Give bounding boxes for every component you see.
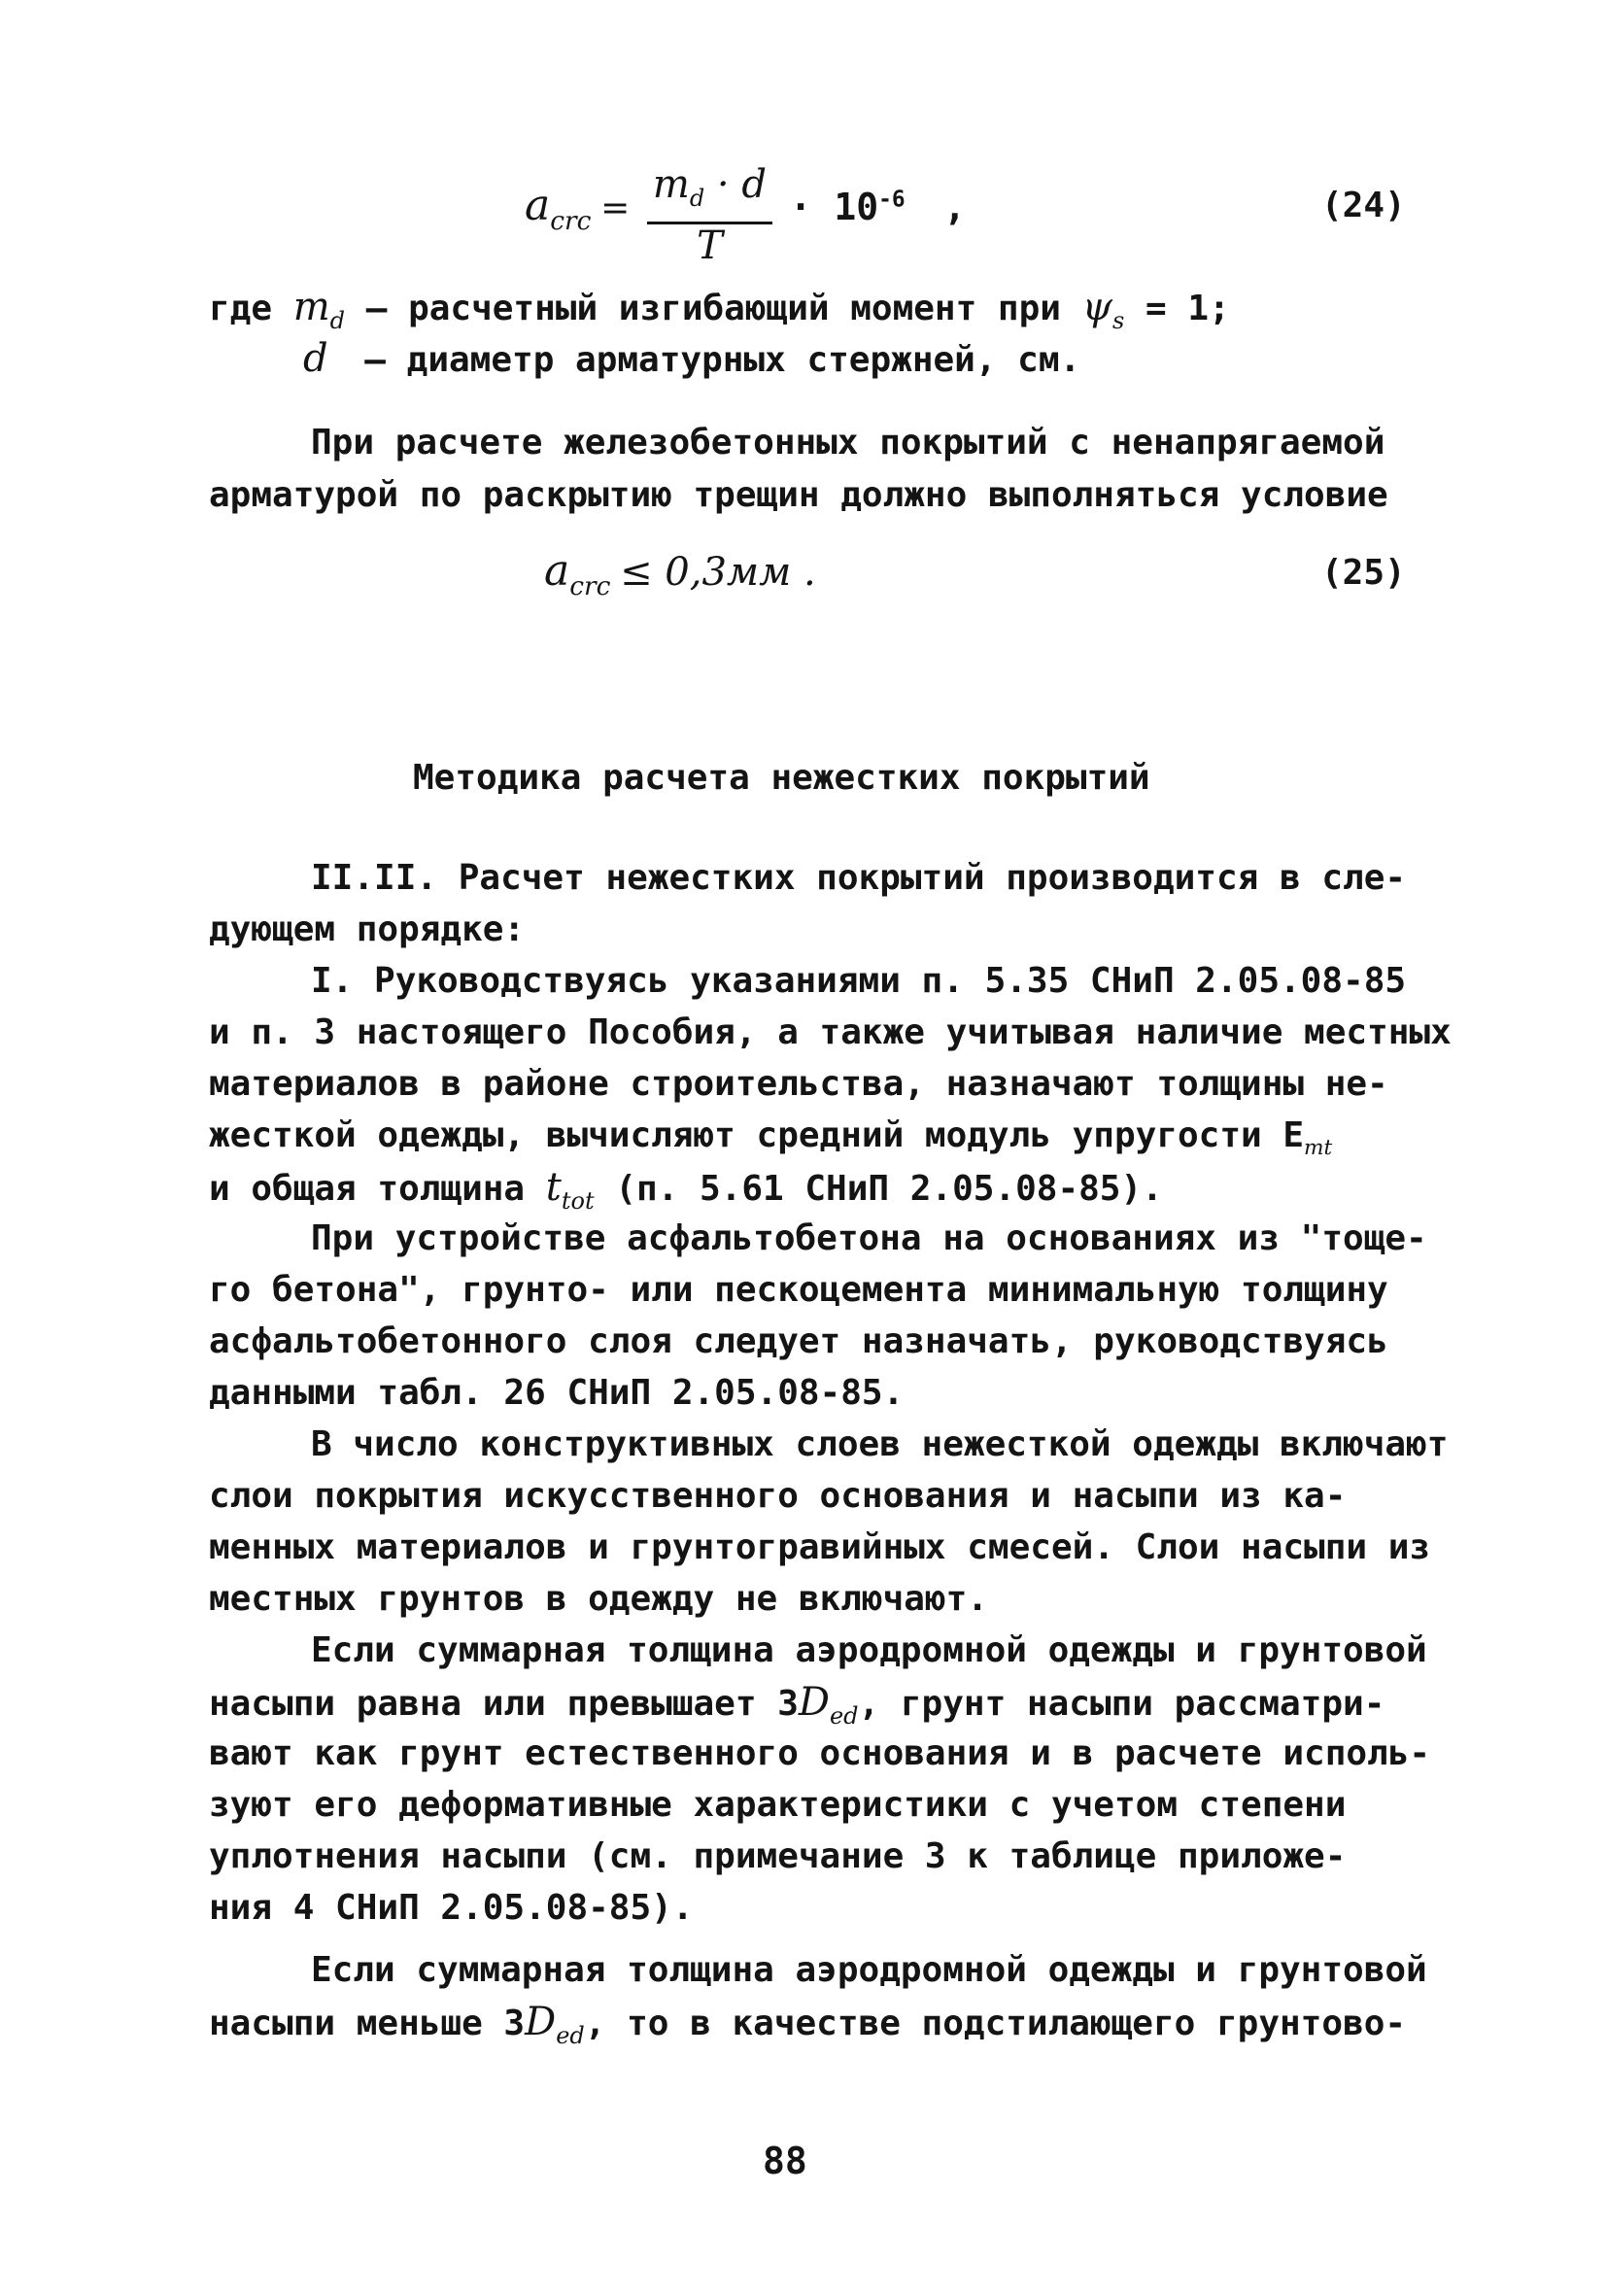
equation-number-24: (24)	[1321, 186, 1406, 225]
formula-24-trailing: ,	[943, 186, 967, 228]
body-line: дующем порядке:	[209, 909, 526, 949]
body-line: В число конструктивных слоев нежесткой одежды включают	[311, 1424, 1449, 1464]
body-line: уплотнения насыпи (см. примечание 3 к таблице приложе-	[209, 1836, 1347, 1876]
condition-line-2: арматурой по раскрытию трещин должно выполняться условие	[209, 475, 1388, 515]
formula-25-lhs: a	[544, 546, 570, 596]
body-line: Если суммарная толщина аэродромной одежды и грунтовой	[311, 1630, 1427, 1670]
body-line: I. Руководствуясь указаниями п. 5.35 СНиП 2.05.08-85	[311, 961, 1407, 1001]
body-line: асфальтобетонного слоя следует назначать, руководствуясь	[209, 1321, 1388, 1361]
equation-number-25: (25)	[1321, 553, 1406, 593]
formula-25-lhs-sub: crc	[569, 570, 611, 601]
formula-25	[544, 546, 816, 601]
body-line: II.II. Расчет нежестких покрытий производится в сле-	[311, 858, 1407, 898]
formula-24-lhs-sub: crc	[550, 205, 592, 236]
where-line-1: где $m_d$ – расчетный изгибающий момент при $\psi_s = 1$;	[209, 285, 1230, 334]
formula-24-numerator-sub: d	[689, 185, 705, 212]
body-line: слои покрытия искусственного основания и насыпи из ка-	[209, 1476, 1347, 1516]
body-line: ния 4 СНиП 2.05.08-85).	[209, 1888, 694, 1928]
formula-24-lhs: a	[525, 181, 551, 230]
page-number: 88	[763, 2140, 807, 2182]
body-line: материалов в районе строительства, назначают толщины не-	[209, 1064, 1388, 1104]
body-line: насыпи меньше $3D_{ed}$, то в качестве подстилающего грунтово-	[209, 2000, 1407, 2049]
body-line: зуют его деформативные характеристики с учетом степени	[209, 1785, 1347, 1825]
formula-24-factor-exp: -6	[878, 187, 906, 213]
body-line: местных грунтов в одежду не включают.	[209, 1579, 988, 1619]
body-line: го бетона", грунто- или пескоцемента минимальную толщину	[209, 1270, 1388, 1310]
formula-24-factor: · 10	[789, 186, 879, 228]
body-line: менных материалов и грунтогравийных смесей. Слои насыпи из	[209, 1527, 1431, 1567]
body-line: данными табл. 26 СНиП 2.05.08-85.	[209, 1373, 905, 1413]
formula-24	[525, 163, 966, 267]
condition-line-1: При расчете железобетонных покрытий с ненапрягаемой	[311, 423, 1385, 463]
body-line: насыпи равна или превышает $3D_{ed}$, грунт насыпи рассматри-	[209, 1680, 1385, 1730]
body-line: вают как грунт естественного основания и в расчете исполь-	[209, 1733, 1431, 1773]
formula-24-numerator: m	[652, 162, 690, 207]
section-heading: Методика расчета нежестких покрытий	[413, 758, 1150, 798]
formula-25-rhs: ≤ 0,3мм .	[620, 550, 816, 595]
body-line: Если суммарная толщина аэродромной одежды и грунтовой	[311, 1950, 1427, 1990]
body-line: жесткой одежды, вычисляют средний модуль упругости $E_{mt}$	[209, 1115, 1333, 1161]
body-line: и п. 3 настоящего Пособия, а также учитывая наличие местных	[209, 1012, 1452, 1052]
formula-24-equals: =	[600, 188, 631, 228]
where-line-2: d – диаметр арматурных стержней, см.	[303, 336, 1081, 381]
body-line: и общая толщина $t_{tot}$ (п. 5.61 СНиП 2.05.08-85).	[209, 1165, 1163, 1215]
body-line: При устройстве асфальтобетона на основаниях из "тоще-	[311, 1218, 1427, 1258]
formula-24-fraction	[647, 163, 772, 267]
formula-24-numerator-rest: · d	[716, 162, 767, 207]
formula-24-denominator: T	[697, 223, 723, 268]
